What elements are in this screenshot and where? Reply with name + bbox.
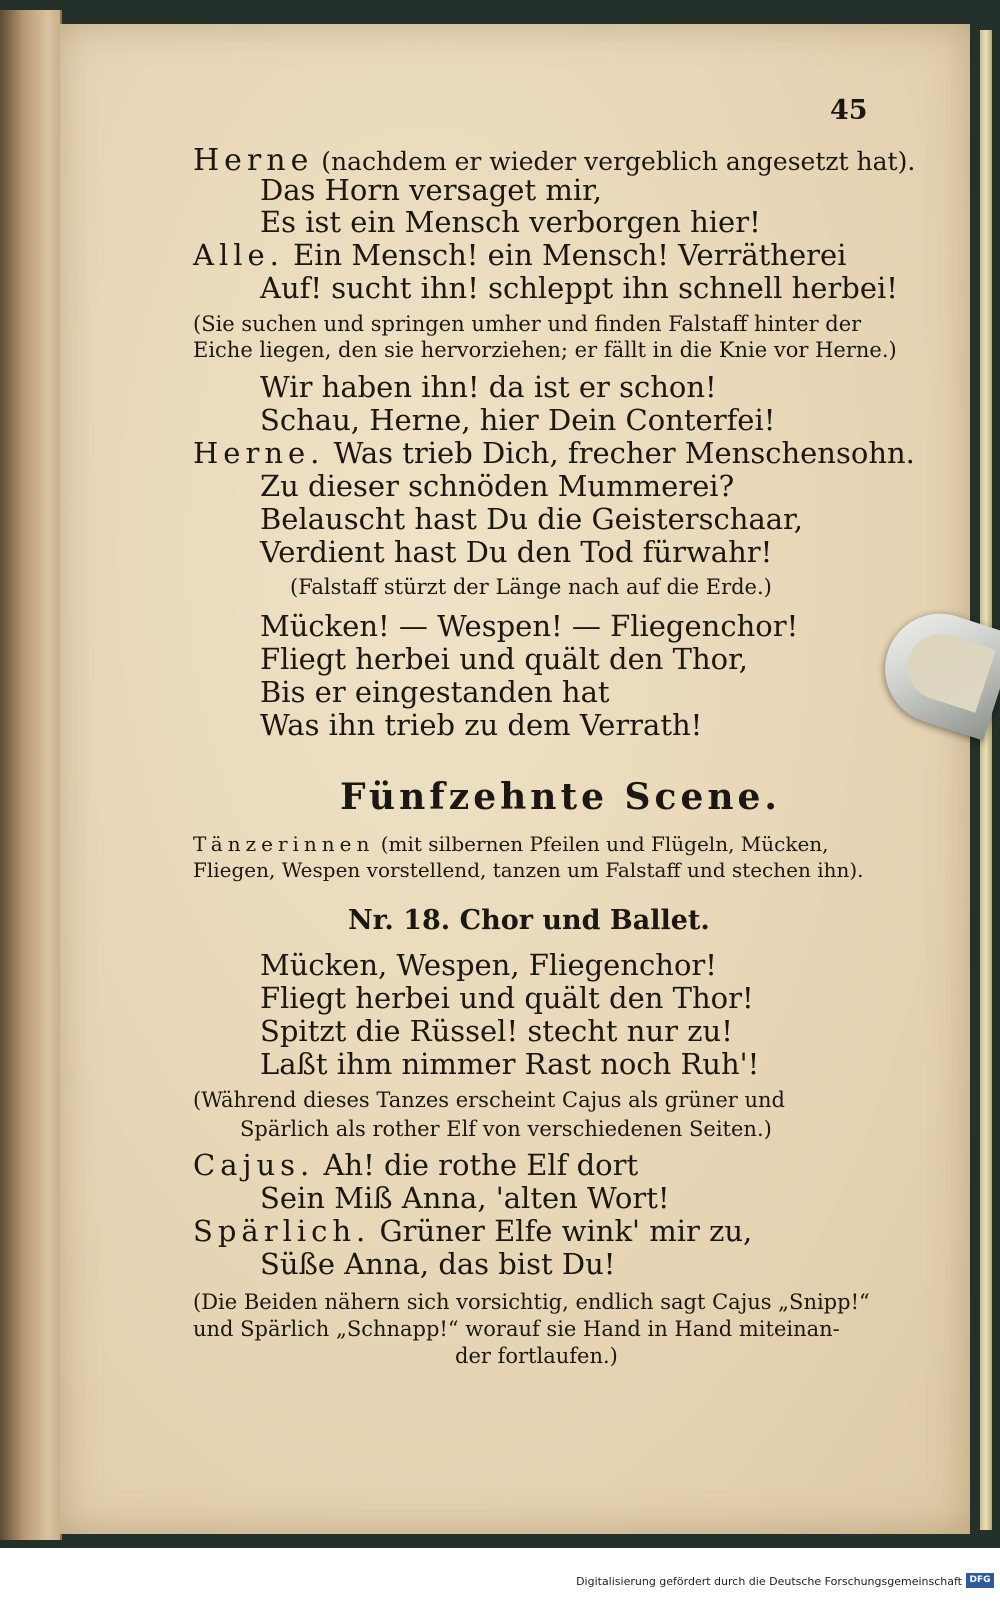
page-number: 45 [830,95,868,126]
verse-line: Mücken, Wespen, Fliegenchor! [260,948,717,982]
scene-heading: Fünfzehnte Scene. [340,776,781,818]
speaker-line [193,436,915,470]
stage-direction: Fliegen, Wespen vorstellend, tanzen um Falstaff und stechen ihn). [193,858,864,882]
verse-text: Ah! die rothe Elf dort [314,1148,639,1182]
verse-line: Es ist ein Mensch verborgen hier! [260,205,761,239]
speaker-name: Herne. [193,436,325,470]
verse-line: Spitzt die Rüssel! stecht nur zu! [260,1014,733,1048]
stage-direction: Spärlich als rother Elf von verschiedenen Seiten.) [240,1117,772,1141]
speaker-line [193,1148,638,1182]
verse-line: Zu dieser schnöden Mummerei? [260,469,735,503]
verse-line: Schau, Herne, hier Dein Conterfei! [260,403,776,437]
verse-line: Belauscht hast Du die Geisterschaar, [260,502,803,536]
verse-line: Bis er eingestanden hat [260,675,610,709]
section-heading: Nr. 18. Chor und Ballet. [348,905,710,936]
stage-direction [193,832,829,856]
footer-bar [0,1548,1000,1602]
verse-line: Fliegt herbei und quält den Thor! [260,981,754,1015]
verse-line: Mücken! — Wespen! — Fliegenchor! [260,609,799,643]
speaker-name: Herne [193,143,314,178]
speaker-line [193,238,846,272]
stage-direction: (Während dieses Tanzes erscheint Cajus als grüner und [193,1088,785,1112]
speaker-line [193,1214,752,1248]
stage-direction: (nachdem er wieder vergeblich angesetzt hat). [313,147,916,176]
verse-line: Auf! sucht ihn! schleppt ihn schnell herbei! [260,271,898,305]
speaker-name: Alle. [193,238,284,272]
verse-line: Laßt ihm nimmer Rast noch Ruh'! [260,1047,760,1081]
verse-text: Was trieb Dich, frecher Menschensohn. [324,436,915,470]
page-edge [980,30,992,1530]
verse-line: Was ihn trieb zu dem Verrath! [260,708,703,742]
stage-direction-text: (mit silbernen Pfeilen und Flügeln, Mücken, [374,832,829,856]
footer-credit: Digitalisierung gefördert durch die Deutsche Forschungsgemeinschaft [576,1575,962,1588]
speaker-name: Cajus. [193,1148,315,1182]
dfg-logo: DFG [966,1573,994,1588]
verse-line: Das Horn versaget mir, [260,173,602,207]
speaker-name: Spärlich. [193,1214,371,1248]
verse-line: Sein Miß Anna, 'alten Wort! [260,1181,670,1215]
verse-text: Grüner Elfe wink' mir zu, [370,1214,753,1248]
verse-line: Fliegt herbei und quält den Thor, [260,642,749,676]
stage-direction: (Sie suchen und springen umher und finden Falstaff hinter der [193,312,862,336]
verse-line: Süße Anna, das bist Du! [260,1247,616,1281]
book-left-edge [0,10,62,1540]
stage-direction: (Falstaff stürzt der Länge nach auf die Erde.) [290,575,772,599]
stage-direction: (Die Beiden nähern sich vorsichtig, endlich sagt Cajus „Snipp!“ [193,1290,870,1314]
stage-direction: Eiche liegen, den sie hervorziehen; er fällt in die Knie vor Herne.) [193,338,897,362]
stage-direction: der fortlaufen.) [455,1344,618,1368]
stage-direction: und Spärlich „Schnapp!“ worauf sie Hand in Hand miteinan- [193,1317,840,1341]
verse-line: Wir haben ihn! da ist er schon! [260,370,717,404]
verse-line: Verdient hast Du den Tod fürwahr! [260,535,773,569]
verse-text: Ein Mensch! ein Mensch! Verrätherei [283,238,847,272]
speaker-name: Tänzerinnen [193,832,375,856]
